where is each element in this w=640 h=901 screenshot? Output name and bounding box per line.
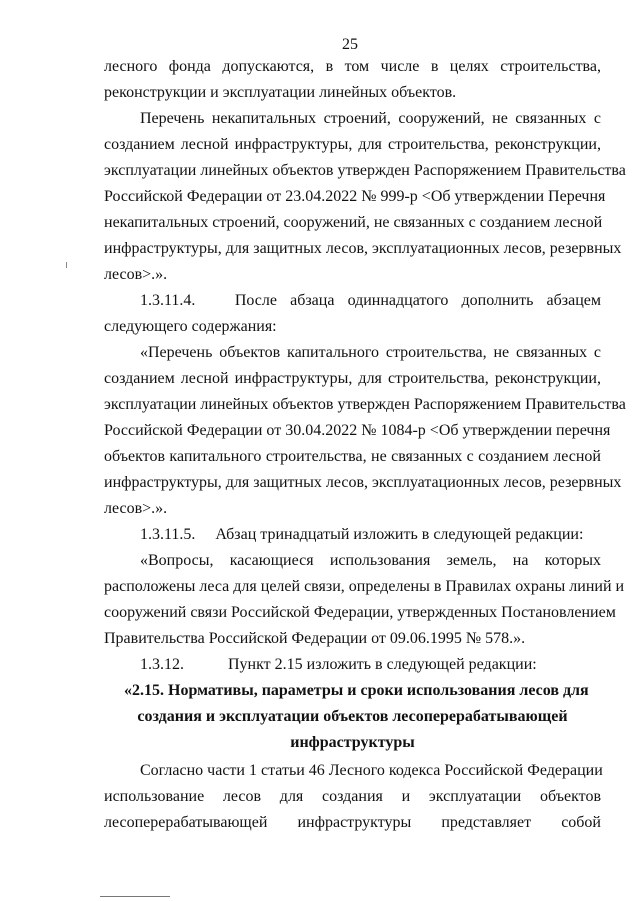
text-line: инфраструктуры, для защитных лесов, эксплуатационных лесов, резервных [104, 240, 622, 257]
text-line: созданием лесной инфраструктуры, для строительства, реконструкции, [104, 370, 601, 387]
text-line: 1.3.11.5. Абзац тринадцатый изложить в следующей редакции: [140, 526, 584, 543]
text-line: лесов>.». [104, 500, 168, 517]
text-line: сооружений связи Российской Федерации, утвержденных Постановлением [104, 604, 616, 621]
page-number: 25 [342, 36, 358, 53]
section-heading: создания и эксплуатации объектов лесоперерабатывающей [137, 708, 568, 725]
text-line: Согласно части 1 статьи 46 Лесного кодекса Российской Федерации [140, 762, 603, 779]
text-line: «Перечень объектов капитального строительства, не связанных с [140, 344, 601, 361]
footer-rule [100, 896, 170, 897]
text-line: Правительства Российской Федерации от 09.06.1995 № 578.». [104, 630, 526, 647]
text-line: эксплуатации линейных объектов утвержден Распоряжением Правительства [104, 162, 626, 179]
text-line: Российской Федерации от 23.04.2022 № 999-р <Об утверждении Перечня [104, 188, 606, 205]
text-line: Российской Федерации от 30.04.2022 № 1084-р <Об утверждении перечня [104, 422, 611, 439]
text-line: эксплуатации линейных объектов утвержден Распоряжением Правительства [104, 396, 626, 413]
text-line: лесоперерабатывающей инфраструктуры представляет собой [104, 814, 601, 831]
text-line: реконструкции и эксплуатации линейных объектов. [104, 84, 457, 101]
text-line: инфраструктуры, для защитных лесов, эксплуатационных лесов, резервных [104, 474, 622, 491]
text-line: 1.3.12. Пункт 2.15 изложить в следующей редакции: [140, 656, 537, 673]
text-line: 1.3.11.4. После абзаца одиннадцатого дополнить абзацем [140, 292, 601, 309]
text-line: Перечень некапитальных строений, сооружений, не связанных с [140, 110, 601, 127]
section-heading: инфраструктуры [290, 734, 415, 751]
section-heading: «2.15. Нормативы, параметры и сроки использования лесов для [124, 682, 589, 699]
margin-mark [66, 262, 67, 268]
text-line: «Вопросы, касающиеся использования земель, на которых [140, 552, 601, 569]
text-line: объектов капитального строительства, не связанных с созданием лесной [104, 448, 601, 465]
text-line: следующего содержания: [104, 318, 277, 335]
text-line: использование лесов для создания и эксплуатации объектов [104, 788, 601, 805]
text-line: некапитальных строений, сооружений, не связанных с созданием лесной [104, 214, 603, 231]
text-line: созданием лесной инфраструктуры, для строительства, реконструкции, [104, 136, 601, 153]
text-line: лесов>.». [104, 266, 168, 283]
text-line: расположены леса для целей связи, определены в Правилах охраны линий и [104, 578, 625, 595]
text-line: лесного фонда допускаются, в том числе в целях строительства, [104, 58, 601, 75]
